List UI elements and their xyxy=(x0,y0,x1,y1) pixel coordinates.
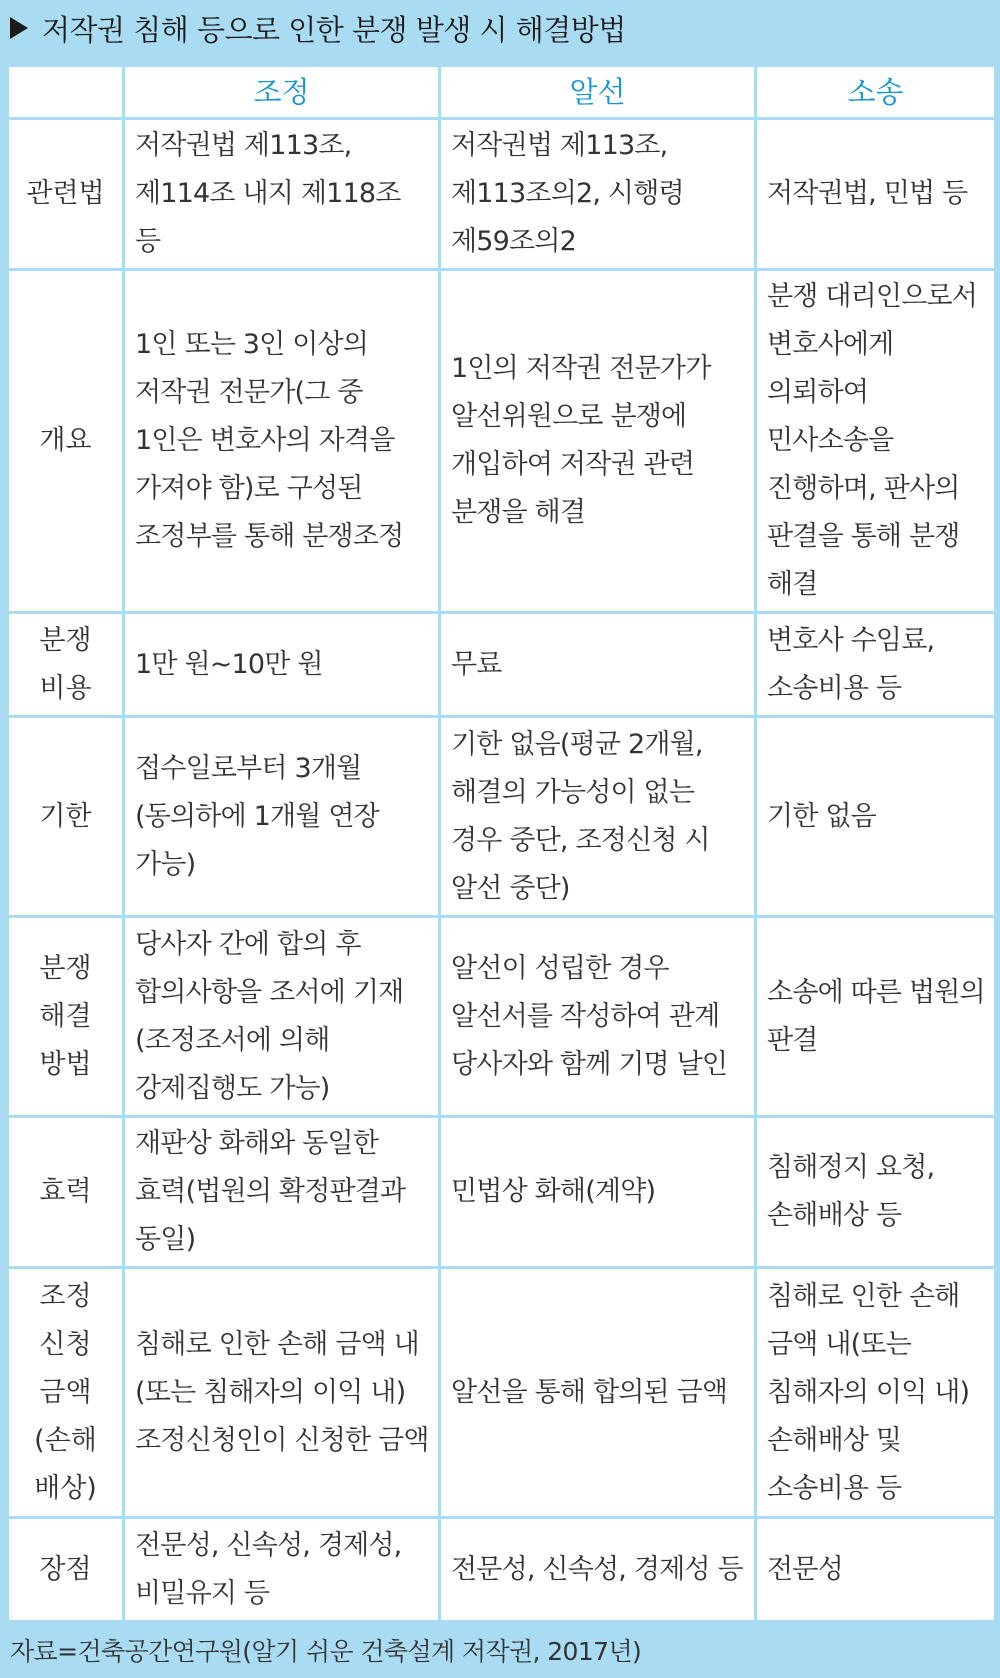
row-label: 분쟁 해결 방법 xyxy=(8,917,124,1117)
table-cell: 접수일로부터 3개월(동의하에 1개월 연장 가능) xyxy=(124,717,440,917)
row-label: 장점 xyxy=(8,1518,124,1622)
table-cell: 침해정지 요청, 손해배상 등 xyxy=(756,1117,996,1268)
table-cell: 소송에 따른 법원의 판결 xyxy=(756,917,996,1117)
row-label: 조정 신청 금액 (손해 배상) xyxy=(8,1268,124,1518)
row-label: 개요 xyxy=(8,270,124,613)
header-litigation: 소송 xyxy=(756,66,996,119)
table-cell: 민법상 화해(계약) xyxy=(440,1117,756,1268)
table-cell: 전문성, 신속성, 경제성 등 xyxy=(440,1518,756,1622)
table-row xyxy=(8,1268,996,1518)
table-row xyxy=(8,1518,996,1622)
header-mediation: 조정 xyxy=(124,66,440,119)
table-row xyxy=(8,119,996,270)
table-cell: 알선을 통해 합의된 금액 xyxy=(440,1268,756,1518)
source-note: 자료=건축공간연구원(알기 쉬운 건축설계 저작권, 2017년) xyxy=(10,1637,642,1666)
table-cell: 저작권법 제113조, 제114조 내지 제118조 등 xyxy=(124,119,440,270)
table-row xyxy=(8,917,996,1117)
header-conciliation: 알선 xyxy=(440,66,756,119)
table-cell: 알선이 성립한 경우 알선서를 작성하여 관계 당사자와 함께 기명 날인 xyxy=(440,917,756,1117)
table-cell: 당사자 간에 합의 후 합의사항을 조서에 기재(조정조서에 의해 강제집행도 가능) xyxy=(124,917,440,1117)
table-row xyxy=(8,270,996,613)
table-cell: 기한 없음(평균 2개월, 해결의 가능성이 없는 경우 중단, 조정신청 시 알선 중단) xyxy=(440,717,756,917)
play-triangle-icon xyxy=(10,17,28,39)
table-cell: 분쟁 대리인으로서 변호사에게 의뢰하여 민사소송을 진행하며, 판사의 판결을 통해 분쟁 해결 xyxy=(756,270,996,613)
table-row xyxy=(8,717,996,917)
row-label: 기한 xyxy=(8,717,124,917)
table-cell: 무료 xyxy=(440,613,756,717)
title-bar xyxy=(0,0,1000,56)
table-row xyxy=(8,1117,996,1268)
table-cell: 침해로 인한 손해 금액 내(또는 침해자의 이익 내) 조정신청인이 신청한 금액 xyxy=(124,1268,440,1518)
row-label: 분쟁 비용 xyxy=(8,613,124,717)
table-cell: 침해로 인한 손해 금액 내(또는 침해자의 이익 내) 손해배상 및 소송비용 등 xyxy=(756,1268,996,1518)
row-label: 관련법 xyxy=(8,119,124,270)
table-cell: 1만 원~10만 원 xyxy=(124,613,440,717)
table-cell: 저작권법, 민법 등 xyxy=(756,119,996,270)
page-title: 저작권 침해 등으로 인한 분쟁 발생 시 해결방법 xyxy=(42,12,626,47)
table-row xyxy=(8,613,996,717)
table-cell: 1인 또는 3인 이상의 저작권 전문가(그 중 1인은 변호사의 자격을 가져야 함)로 구성된 조정부를 통해 분쟁조정 xyxy=(124,270,440,613)
table-cell: 전문성, 신속성, 경제성, 비밀유지 등 xyxy=(124,1518,440,1622)
table-cell: 변호사 수임료, 소송비용 등 xyxy=(756,613,996,717)
table-cell: 기한 없음 xyxy=(756,717,996,917)
header-corner xyxy=(8,66,124,119)
table-cell: 저작권법 제113조, 제113조의2, 시행령 제59조의2 xyxy=(440,119,756,270)
table-header-row xyxy=(8,66,996,119)
comparison-table xyxy=(6,64,997,1623)
table-cell: 전문성 xyxy=(756,1518,996,1622)
row-label: 효력 xyxy=(8,1117,124,1268)
table-cell: 재판상 화해와 동일한 효력(법원의 확정판결과 동일) xyxy=(124,1117,440,1268)
table-cell: 1인의 저작권 전문가가 알선위원으로 분쟁에 개입하여 저작권 관련 분쟁을 해결 xyxy=(440,270,756,613)
